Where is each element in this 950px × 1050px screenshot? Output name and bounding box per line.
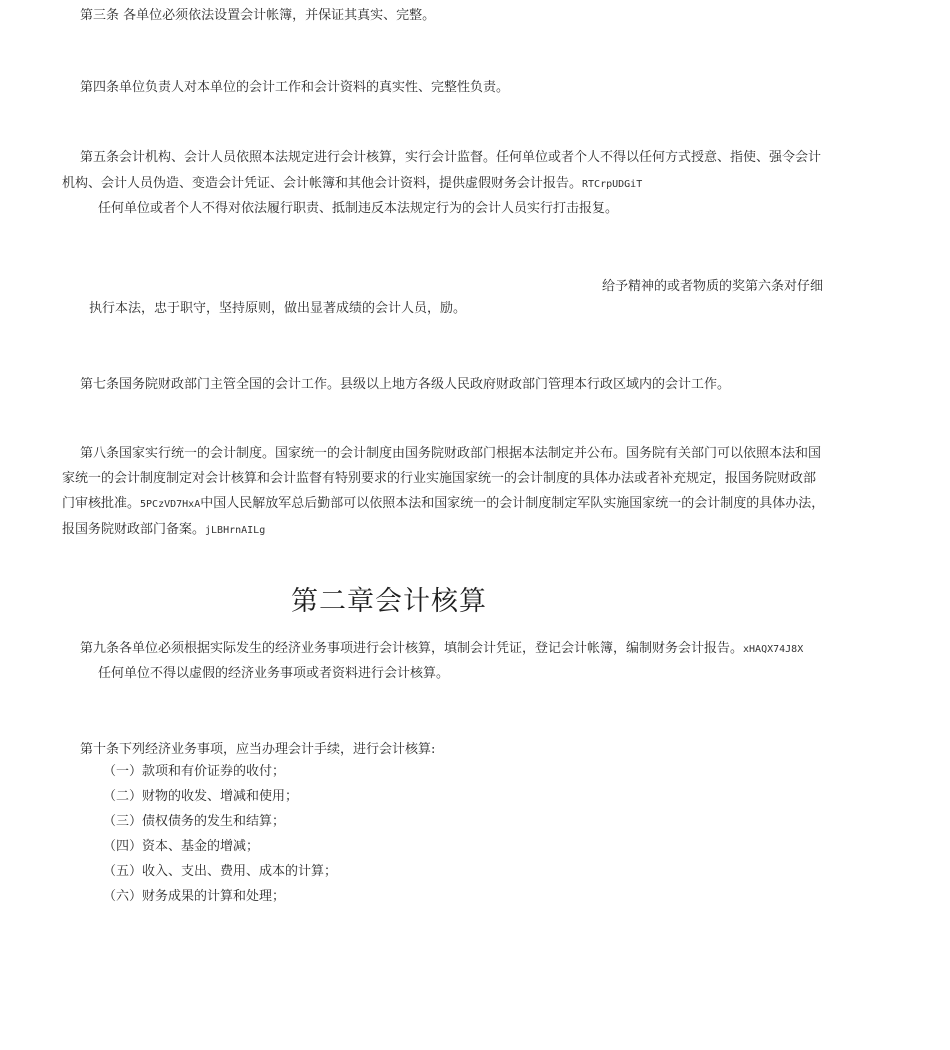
- article-6-right-fragment: 给予精神的或者物质的奖第六条对仔细: [602, 279, 824, 294]
- article-8-line-4-text: 报国务院财政部门备案。: [62, 522, 206, 537]
- list-item: （一）款项和有价证券的收付；: [103, 764, 286, 779]
- list-item: （三）债权债务的发生和结算；: [103, 814, 286, 829]
- article-5-line-1: 第五条会计机构、会计人员依照本法规定进行会计核算，实行会计监督。任何单位或者个人不得以任何方式授意、指使、强令会计: [80, 150, 822, 165]
- article-8-line-3-pre: 门审核批准。: [62, 496, 141, 511]
- article-9-line-1: [80, 640, 803, 659]
- article-8-line-2: 家统一的会计制度制定对会计核算和会计监督有特别要求的行业实施国家统一的会计制度的具体办法或者补充规定，报国务院财政部: [62, 471, 817, 486]
- article-5-line-3: 任何单位或者个人不得对依法履行职责、抵制违反本法规定行为的会计人员实行打击报复。: [98, 201, 619, 216]
- article-6-line-2: 执行本法，忠于职守，坚持原则，做出显著成绩的会计人员，励。: [89, 301, 467, 316]
- article-3: 第三条 各单位必须依法设置会计帐簿，并保证其真实、完整。: [80, 8, 436, 23]
- article-8-line-3: [62, 495, 824, 514]
- article-8-line-1: 第八条国家实行统一的会计制度。国家统一的会计制度由国务院财政部门根据本法制定并公布。国务院有关部门可以依照本法和国: [80, 446, 822, 461]
- article-9-line-2: 任何单位不得以虚假的经济业务事项或者资料进行会计核算。: [98, 666, 450, 681]
- article-8-line-3-post: 中国人民解放军总后勤部可以依照本法和国家统一的会计制度制定军队实施国家统一的会计制度的具体办法，: [200, 496, 825, 511]
- article-9-code: xHAQX74J8X: [743, 644, 804, 655]
- article-7: 第七条国务院财政部门主管全国的会计工作。县级以上地方各级人民政府财政部门管理本行政区域内的会计工作。: [80, 377, 731, 392]
- article-9-line-1-text: 第九条各单位必须根据实际发生的经济业务事项进行会计核算，填制会计凭证，登记会计帐簿，编制财务会计报告。: [80, 641, 744, 656]
- list-item: （二）财物的收发、增减和使用；: [103, 789, 299, 804]
- list-item: （五）收入、支出、费用、成本的计算；: [103, 864, 338, 879]
- article-5-line-2: [62, 175, 642, 194]
- article-8-code-1: 5PCzVD7HxA: [140, 499, 201, 510]
- article-5-code: RTCrpUDGiT: [582, 179, 643, 190]
- article-8-code-2: jLBHrnAILg: [205, 525, 266, 536]
- article-10-intro: 第十条下列经济业务事项，应当办理会计手续，进行会计核算:: [80, 742, 436, 757]
- article-8-line-4: [62, 521, 265, 540]
- article-5-line-2-text: 机构、会计人员伪造、变造会计凭证、会计帐簿和其他会计资料，提供虚假财务会计报告。: [62, 176, 583, 191]
- list-item: （六）财务成果的计算和处理；: [103, 889, 286, 904]
- chapter-title: 第二章会计核算: [291, 586, 487, 617]
- list-item: （四）资本、基金的增减；: [103, 839, 260, 854]
- article-4: 第四条单位负责人对本单位的会计工作和会计资料的真实性、完整性负责。: [80, 80, 510, 95]
